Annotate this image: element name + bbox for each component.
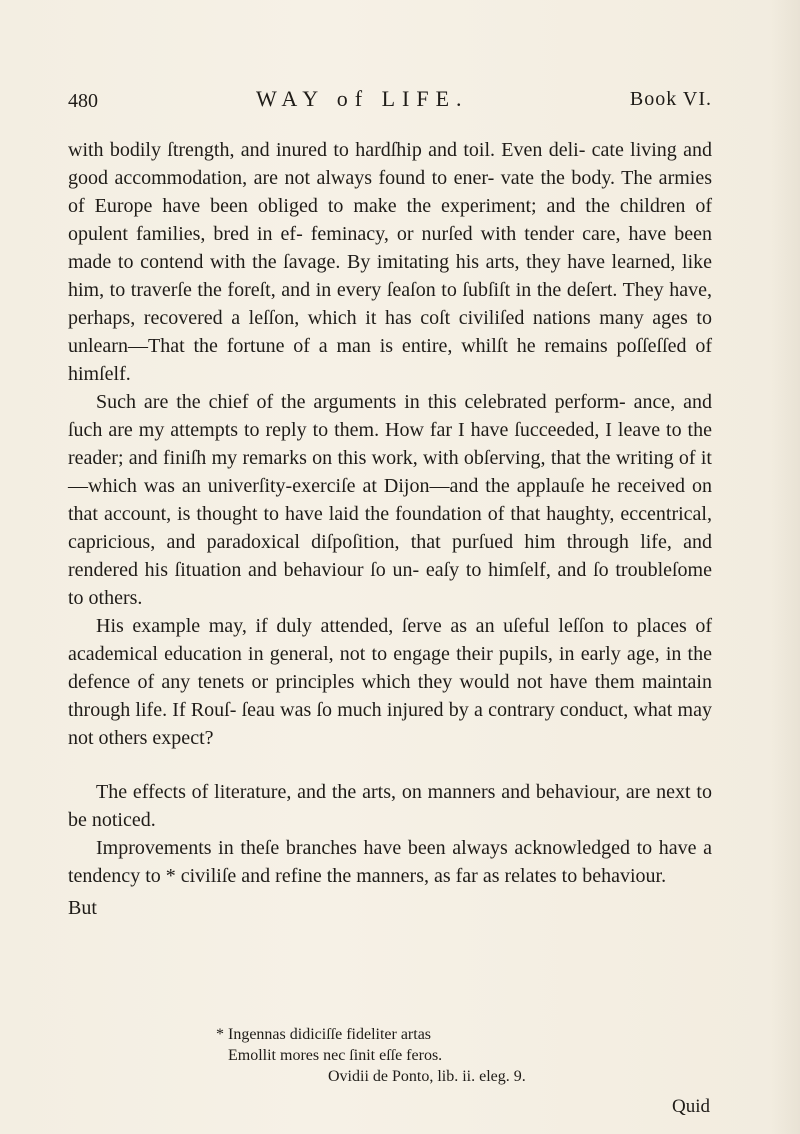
footnote bbox=[216, 1024, 656, 1087]
paragraph-4: The effects of literature, and the arts, on manners and behaviour, are next to be noticed. bbox=[68, 781, 712, 831]
footnote-citation: Ovidii de Ponto, lib. ii. eleg. 9. bbox=[328, 1068, 526, 1085]
paragraph-2: Such are the chief of the arguments in this celebrated perform- ance, and ſuch are my attempts to reply to them. How far I have ſucceeded, I leave to the reader; and finiſh my remarks on this work, with obſerving, that the writing of it—which was an univerſity-exerciſe at Dijon—and the applauſe he received on that account, is thought to have laid the foundation of that haughty, eccentrical, capricious, and paradoxical diſpoſition, that purſued him through life, and rendered his ſituation and behaviour ſo un- eaſy to himſelf, and ſo troubleſome to others. bbox=[68, 391, 712, 609]
paragraph-3: His example may, if duly attended, ſerve as an uſeful leſſon to places of academical education in general, not to engage their pupils, in early age, in the defence of any tenets or principles which they would not have them maintain through life. If Rouſ- ſeau was ſo much injured by a contrary conduct, what may not others expect? bbox=[68, 615, 712, 749]
footnote-line-2: Emollit mores nec ſinit eſſe feros. bbox=[228, 1047, 443, 1064]
page-number: 480 bbox=[68, 90, 98, 112]
body-text bbox=[68, 136, 712, 922]
running-title: WAY of LIFE. bbox=[256, 86, 469, 111]
catchword-but: But bbox=[68, 897, 97, 919]
paragraph-1: with bodily ſtrength, and inured to hardſhip and toil. Even deli- cate living and good accommodation, are not always found to ener- vate the body. The armies of Europe have been obliged to make the experiment; and the children of opulent families, bred in ef- feminacy, or nurſed with tender care, have been made to contend with the ſavage. By imitating his arts, they have learned, like him, to traverſe the foreſt, and in every ſeaſon to ſubſiſt in the deſert. They have, perhaps, recovered a leſſon, which it has coſt civiliſed nations many ages to unlearn—That the fortune of a man is entire, whilſt he remains poſſeſſed of himſelf. bbox=[68, 139, 712, 385]
catchword: Quid bbox=[672, 1096, 710, 1117]
page-edge-shadow bbox=[770, 0, 800, 1134]
paragraph-5: Improvements in theſe branches have been always acknowledged to have a tendency to * civiliſe and refine the manners, as far as relates to behaviour. bbox=[68, 837, 712, 887]
running-head bbox=[68, 84, 712, 118]
book-label: Book VI. bbox=[629, 88, 712, 110]
section-gap bbox=[68, 752, 712, 778]
footnote-line-1: * Ingennas didiciſſe fideliter artas bbox=[216, 1026, 432, 1043]
